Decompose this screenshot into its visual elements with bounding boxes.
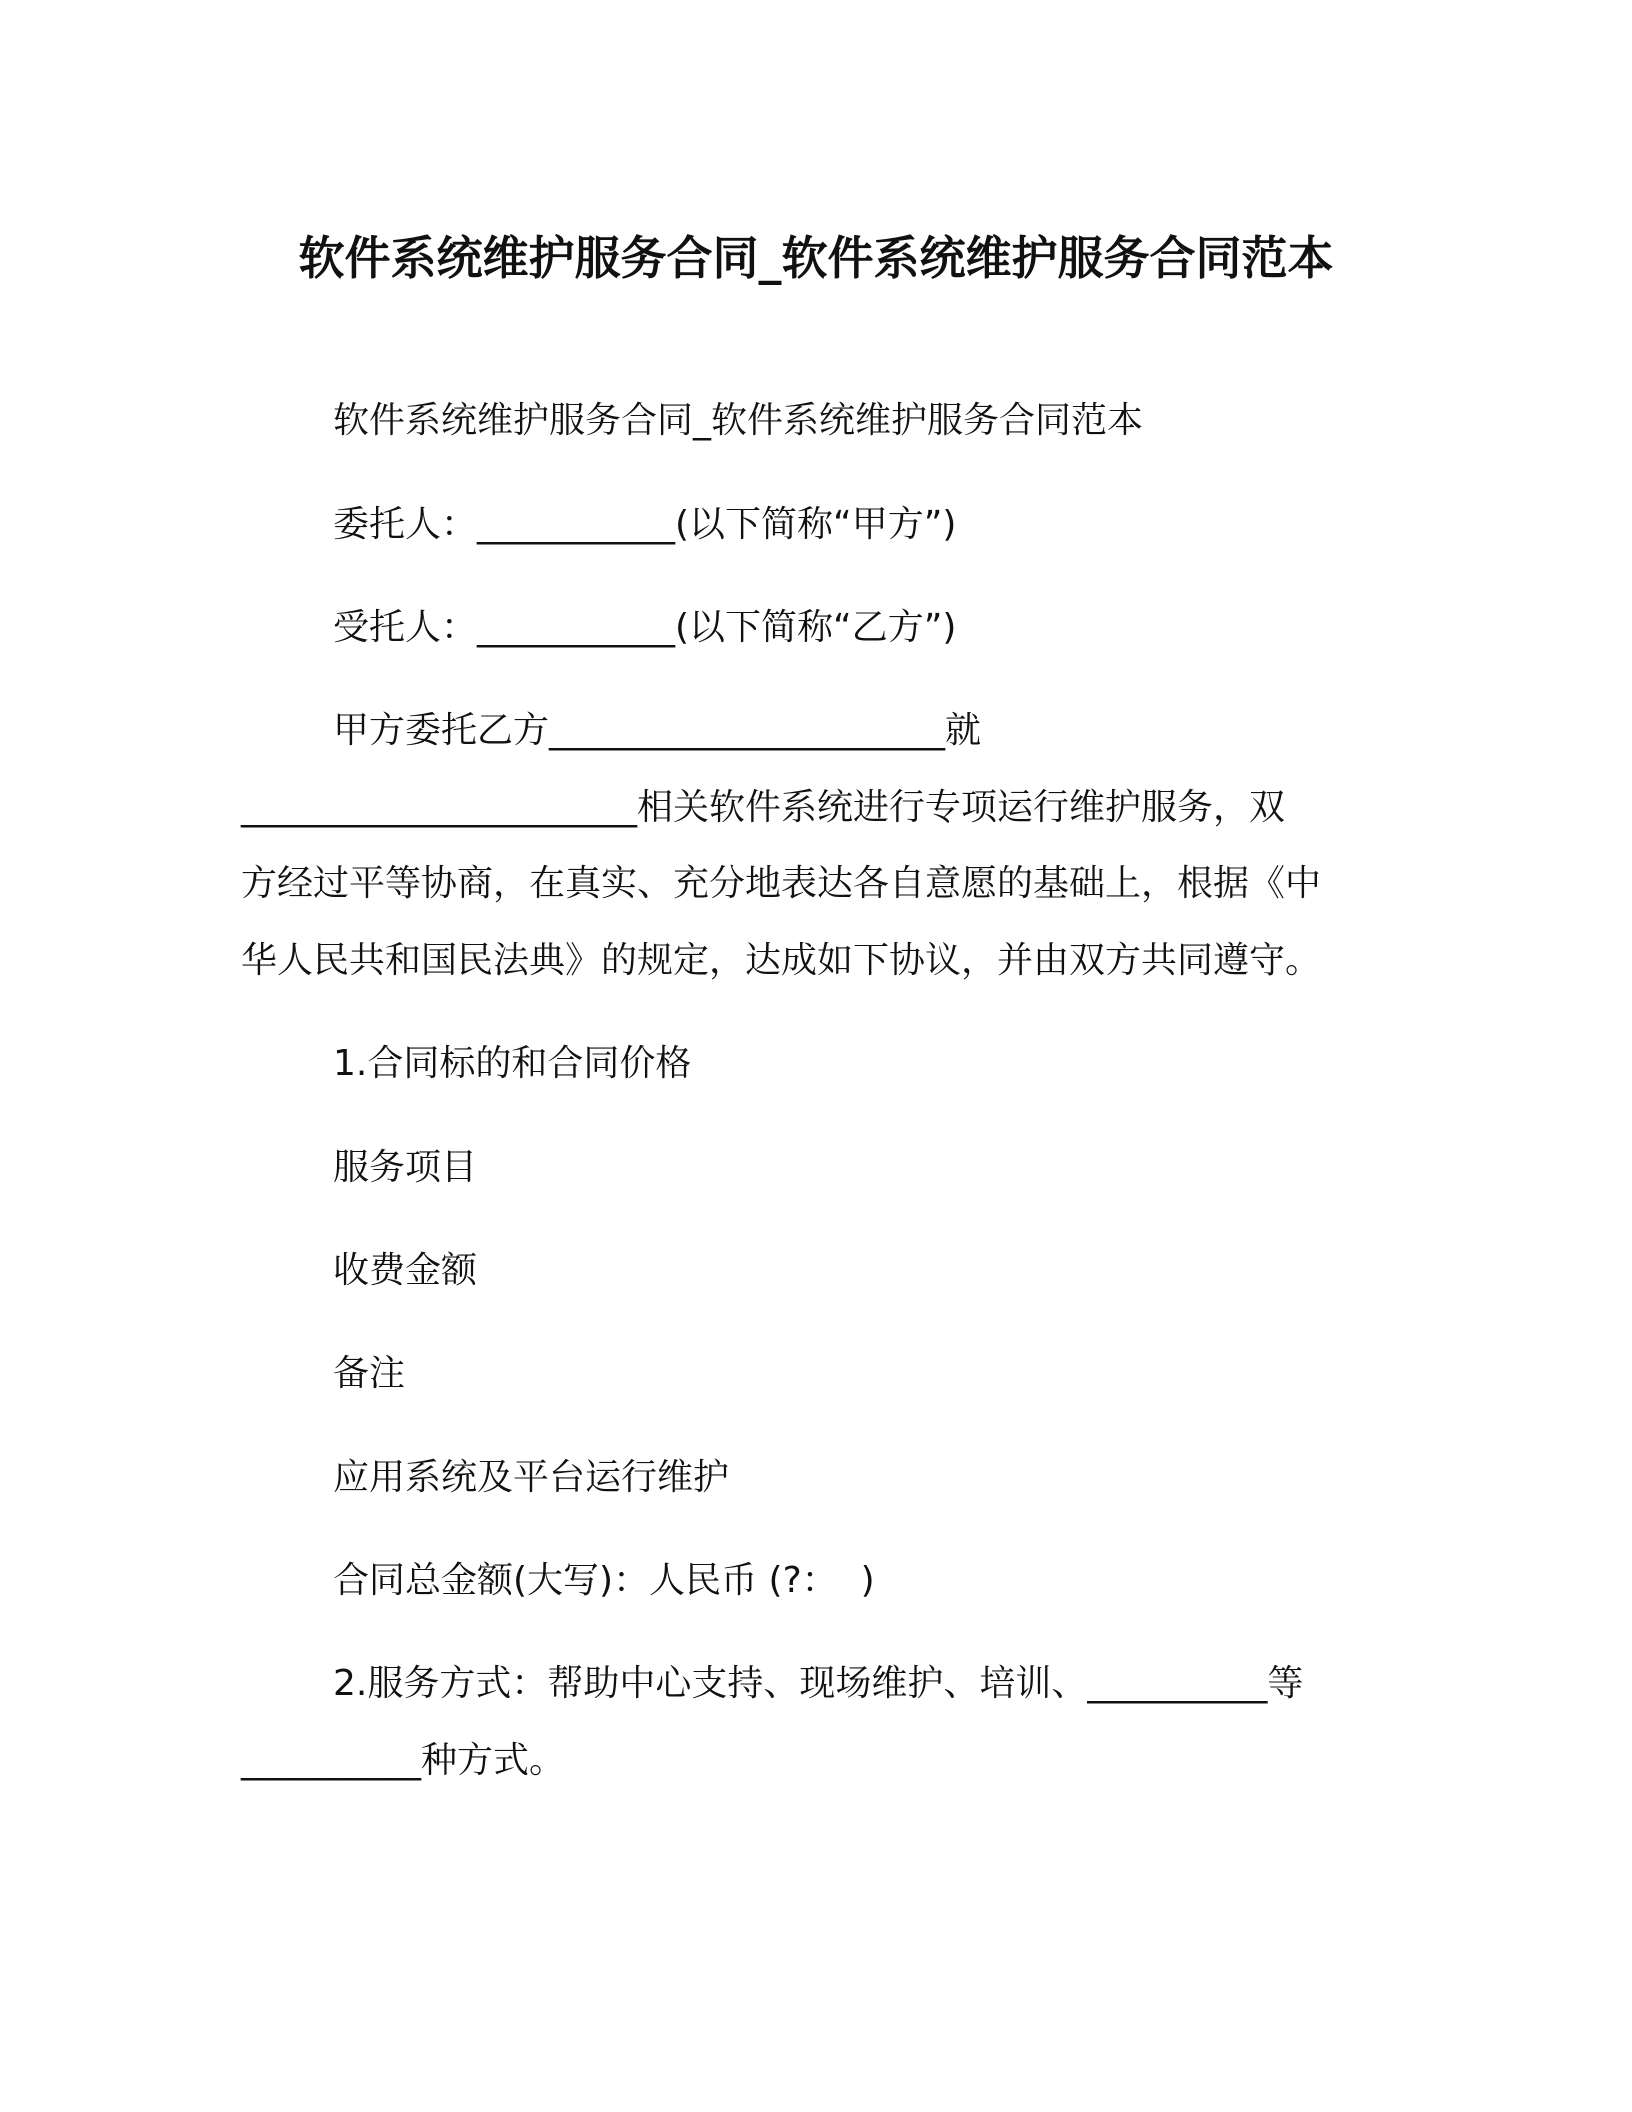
- section-2-line-2: __________种方式。: [241, 1740, 566, 1781]
- total-amount: 合同总金额(大写)：人民币 (?： ): [333, 1560, 875, 1601]
- contractor-line: 受托人：___________(以下简称“乙方”): [333, 607, 957, 648]
- paragraph-line-1: 甲方委托乙方______________________就: [333, 710, 982, 751]
- document-subtitle: 软件系统维护服务合同_软件系统维护服务合同范本: [333, 400, 1144, 441]
- table-header-service: 服务项目: [333, 1147, 478, 1188]
- service-item: 应用系统及平台运行维护: [333, 1457, 730, 1498]
- paragraph-line-2: ______________________相关软件系统进行专项运行维护服务，双: [241, 787, 1286, 828]
- paragraph-line-4: 华人民共和国民法典》的规定，达成如下协议，并由双方共同遵守。: [241, 940, 1322, 981]
- document-title: 软件系统维护服务合同_软件系统维护服务合同范本: [298, 231, 1334, 285]
- section-2-line-1: 2.服务方式：帮助中心支持、现场维护、培训、__________等: [333, 1663, 1304, 1704]
- client-line: 委托人：___________(以下简称“甲方”): [333, 504, 957, 545]
- paragraph-line-3: 方经过平等协商，在真实、充分地表达各自意愿的基础上，根据《中: [241, 863, 1322, 904]
- table-header-fee: 收费金额: [333, 1250, 478, 1291]
- section-1-heading: 1.合同标的和合同价格: [333, 1043, 692, 1084]
- table-header-remarks: 备注: [333, 1353, 406, 1394]
